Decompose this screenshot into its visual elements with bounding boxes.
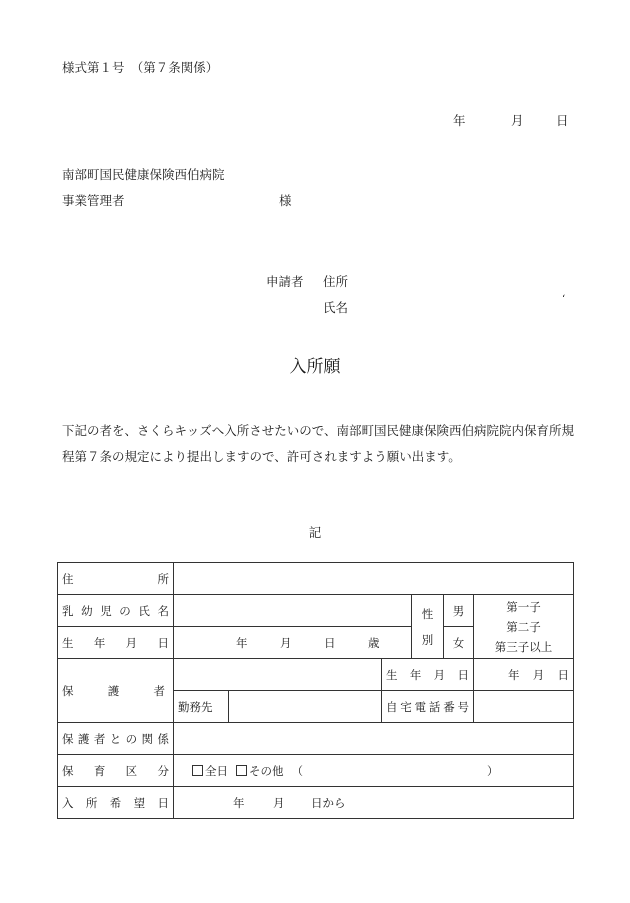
checkbox-icon <box>192 765 203 776</box>
child-order-first[interactable]: 第一子 <box>506 599 541 614</box>
form-number: 様式第１号 （第７条関係） <box>62 60 219 75</box>
category-label: 保 育 区 分 <box>58 755 174 787</box>
child-order[interactable] <box>474 595 574 659</box>
address-label: 住 所 <box>58 563 174 595</box>
application-table <box>57 562 574 819</box>
ki-heading: 記 <box>308 525 322 540</box>
other-open-paren: （ <box>291 763 303 778</box>
category-field <box>174 755 574 787</box>
workplace-label: 勤務先 <box>174 691 229 723</box>
address-field[interactable] <box>174 563 574 595</box>
applicant-label: 申請者 <box>266 274 304 289</box>
date-day-label: 日 <box>556 113 569 128</box>
request-text: 下記の者を、さくらキッズへ入所させたいので、南部町国民健康保険西伯病院院内保育所規程第７条の規定により提出しますので、許可されますよう願い出ます。 <box>62 423 575 464</box>
recipient-honorific: 様 <box>279 193 292 208</box>
tick-mark: ‘ <box>562 294 566 305</box>
guardian-dob-label: 生 年 月 日 <box>382 659 474 691</box>
applicant-name-label: 氏名 <box>323 300 349 315</box>
sex-female[interactable]: 女 <box>444 627 474 659</box>
child-order-second[interactable]: 第二子 <box>506 619 541 634</box>
row-relation <box>58 723 574 755</box>
sex-male[interactable]: 男 <box>444 595 474 627</box>
document-title: 入所願 <box>289 357 341 377</box>
relation-field[interactable] <box>174 723 574 755</box>
guardian-dob-field[interactable]: 年 月 日 <box>474 659 574 691</box>
row-category <box>58 755 574 787</box>
child-dob-label: 生 年 月 日 <box>58 627 174 659</box>
child-name-field[interactable] <box>174 595 412 627</box>
guardian-name-field[interactable] <box>174 659 382 691</box>
guardian-label: 保 護 者 <box>58 659 174 723</box>
child-dob-field[interactable]: 年 月 日 歳 <box>174 627 412 659</box>
applicant-address-label: 住所 <box>323 274 349 289</box>
home-phone-label: 自 宅 電 話 番 号 <box>382 691 474 723</box>
child-order-third-plus[interactable]: 第三子以上 <box>494 639 553 654</box>
relation-label: 保 護 者 と の 関 係 <box>58 723 174 755</box>
sex-label: 性 別 <box>412 595 444 659</box>
row-address <box>58 563 574 595</box>
row-start-date <box>58 787 574 819</box>
start-date-field[interactable]: 年 月 日から <box>174 787 574 819</box>
date-year-label: 年 <box>453 113 466 128</box>
recipient-hospital: 南部町国民健康保険西伯病院 <box>62 167 225 182</box>
full-day-checkbox[interactable]: 全日 <box>192 763 228 779</box>
row-child-name <box>58 595 574 627</box>
checkbox-icon <box>236 765 247 776</box>
child-name-label: 乳 幼 児 の 氏 名 <box>58 595 174 627</box>
other-checkbox[interactable]: その他 <box>236 763 284 779</box>
recipient-manager: 事業管理者 <box>62 193 125 208</box>
start-date-label: 入 所 希 望 日 <box>58 787 174 819</box>
workplace-field[interactable] <box>229 691 382 723</box>
row-guardian-1 <box>58 659 574 691</box>
date-month-label: 月 <box>511 113 524 128</box>
home-phone-field[interactable] <box>474 691 574 723</box>
other-close-paren: ） <box>487 763 499 778</box>
